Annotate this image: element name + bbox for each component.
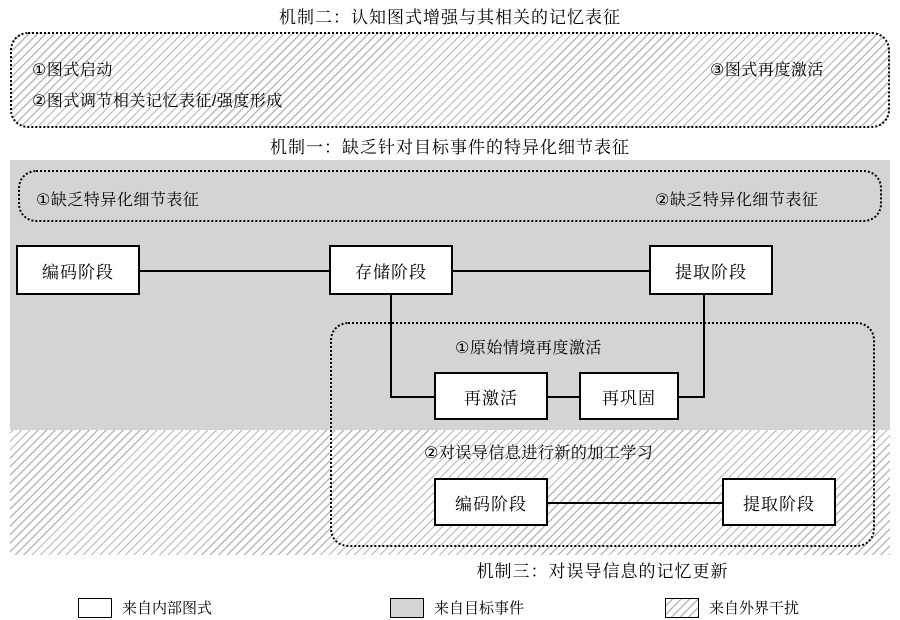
mechanism2-container xyxy=(10,32,890,128)
legend-label-internal-schema: 来自内部图式 xyxy=(122,600,213,617)
connector-storage-retrieval xyxy=(452,270,650,272)
mechanism1-item-1: ①缺乏特异化细节表征 xyxy=(36,192,200,209)
mechanism2-item-2: ②图式调节相关记忆表征/强度形成 xyxy=(32,93,283,110)
node-reactivate[interactable] xyxy=(434,372,548,420)
mechanism2-item-3: ③图式再度激活 xyxy=(710,62,824,79)
legend-item-internal-schema xyxy=(78,597,212,618)
node-reconsolidate-label: 再巩固 xyxy=(602,388,656,408)
node-encoding-stage-label: 编码阶段 xyxy=(42,262,114,282)
legend-item-target-event xyxy=(390,597,524,618)
legend-swatch-white-icon xyxy=(78,598,112,618)
mechanism3-subtitle-2: ②对误导信息进行新的加工学习 xyxy=(424,445,654,462)
node-update-retrieval-label: 提取阶段 xyxy=(743,494,815,514)
mechanism3-title: 机制三：对误导信息的记忆更新 xyxy=(476,562,729,581)
legend-swatch-gray-icon xyxy=(390,598,424,618)
node-update-retrieval[interactable] xyxy=(722,478,836,526)
node-retrieval-stage-label: 提取阶段 xyxy=(675,262,747,282)
mechanism3-subtitle-1: ①原始情境再度激活 xyxy=(455,340,602,357)
node-reconsolidate[interactable] xyxy=(579,372,679,420)
connector-encoding-storage xyxy=(140,270,330,272)
node-retrieval-stage[interactable] xyxy=(649,245,773,295)
node-encoding-stage[interactable] xyxy=(16,245,140,295)
node-update-encoding[interactable] xyxy=(434,478,548,526)
legend-item-external-interference xyxy=(665,597,799,618)
mechanism1-title: 机制一：缺乏针对目标事件的特异化细节表征 xyxy=(270,138,630,157)
node-storage-stage[interactable] xyxy=(329,245,453,295)
node-storage-stage-label: 存储阶段 xyxy=(355,262,427,282)
mechanism1-item-2: ②缺乏特异化细节表征 xyxy=(655,192,819,209)
mechanism2-item-1: ①图式启动 xyxy=(32,62,113,79)
legend-label-external-interference: 来自外界干扰 xyxy=(709,600,800,617)
node-reactivate-label: 再激活 xyxy=(464,388,518,408)
legend-label-target-event: 来自目标事件 xyxy=(434,600,525,617)
legend-swatch-hatch-icon xyxy=(665,598,699,618)
node-update-encoding-label: 编码阶段 xyxy=(455,494,527,514)
mechanism2-title: 机制二：认知图式增强与其相关的记忆表征 xyxy=(279,8,621,27)
